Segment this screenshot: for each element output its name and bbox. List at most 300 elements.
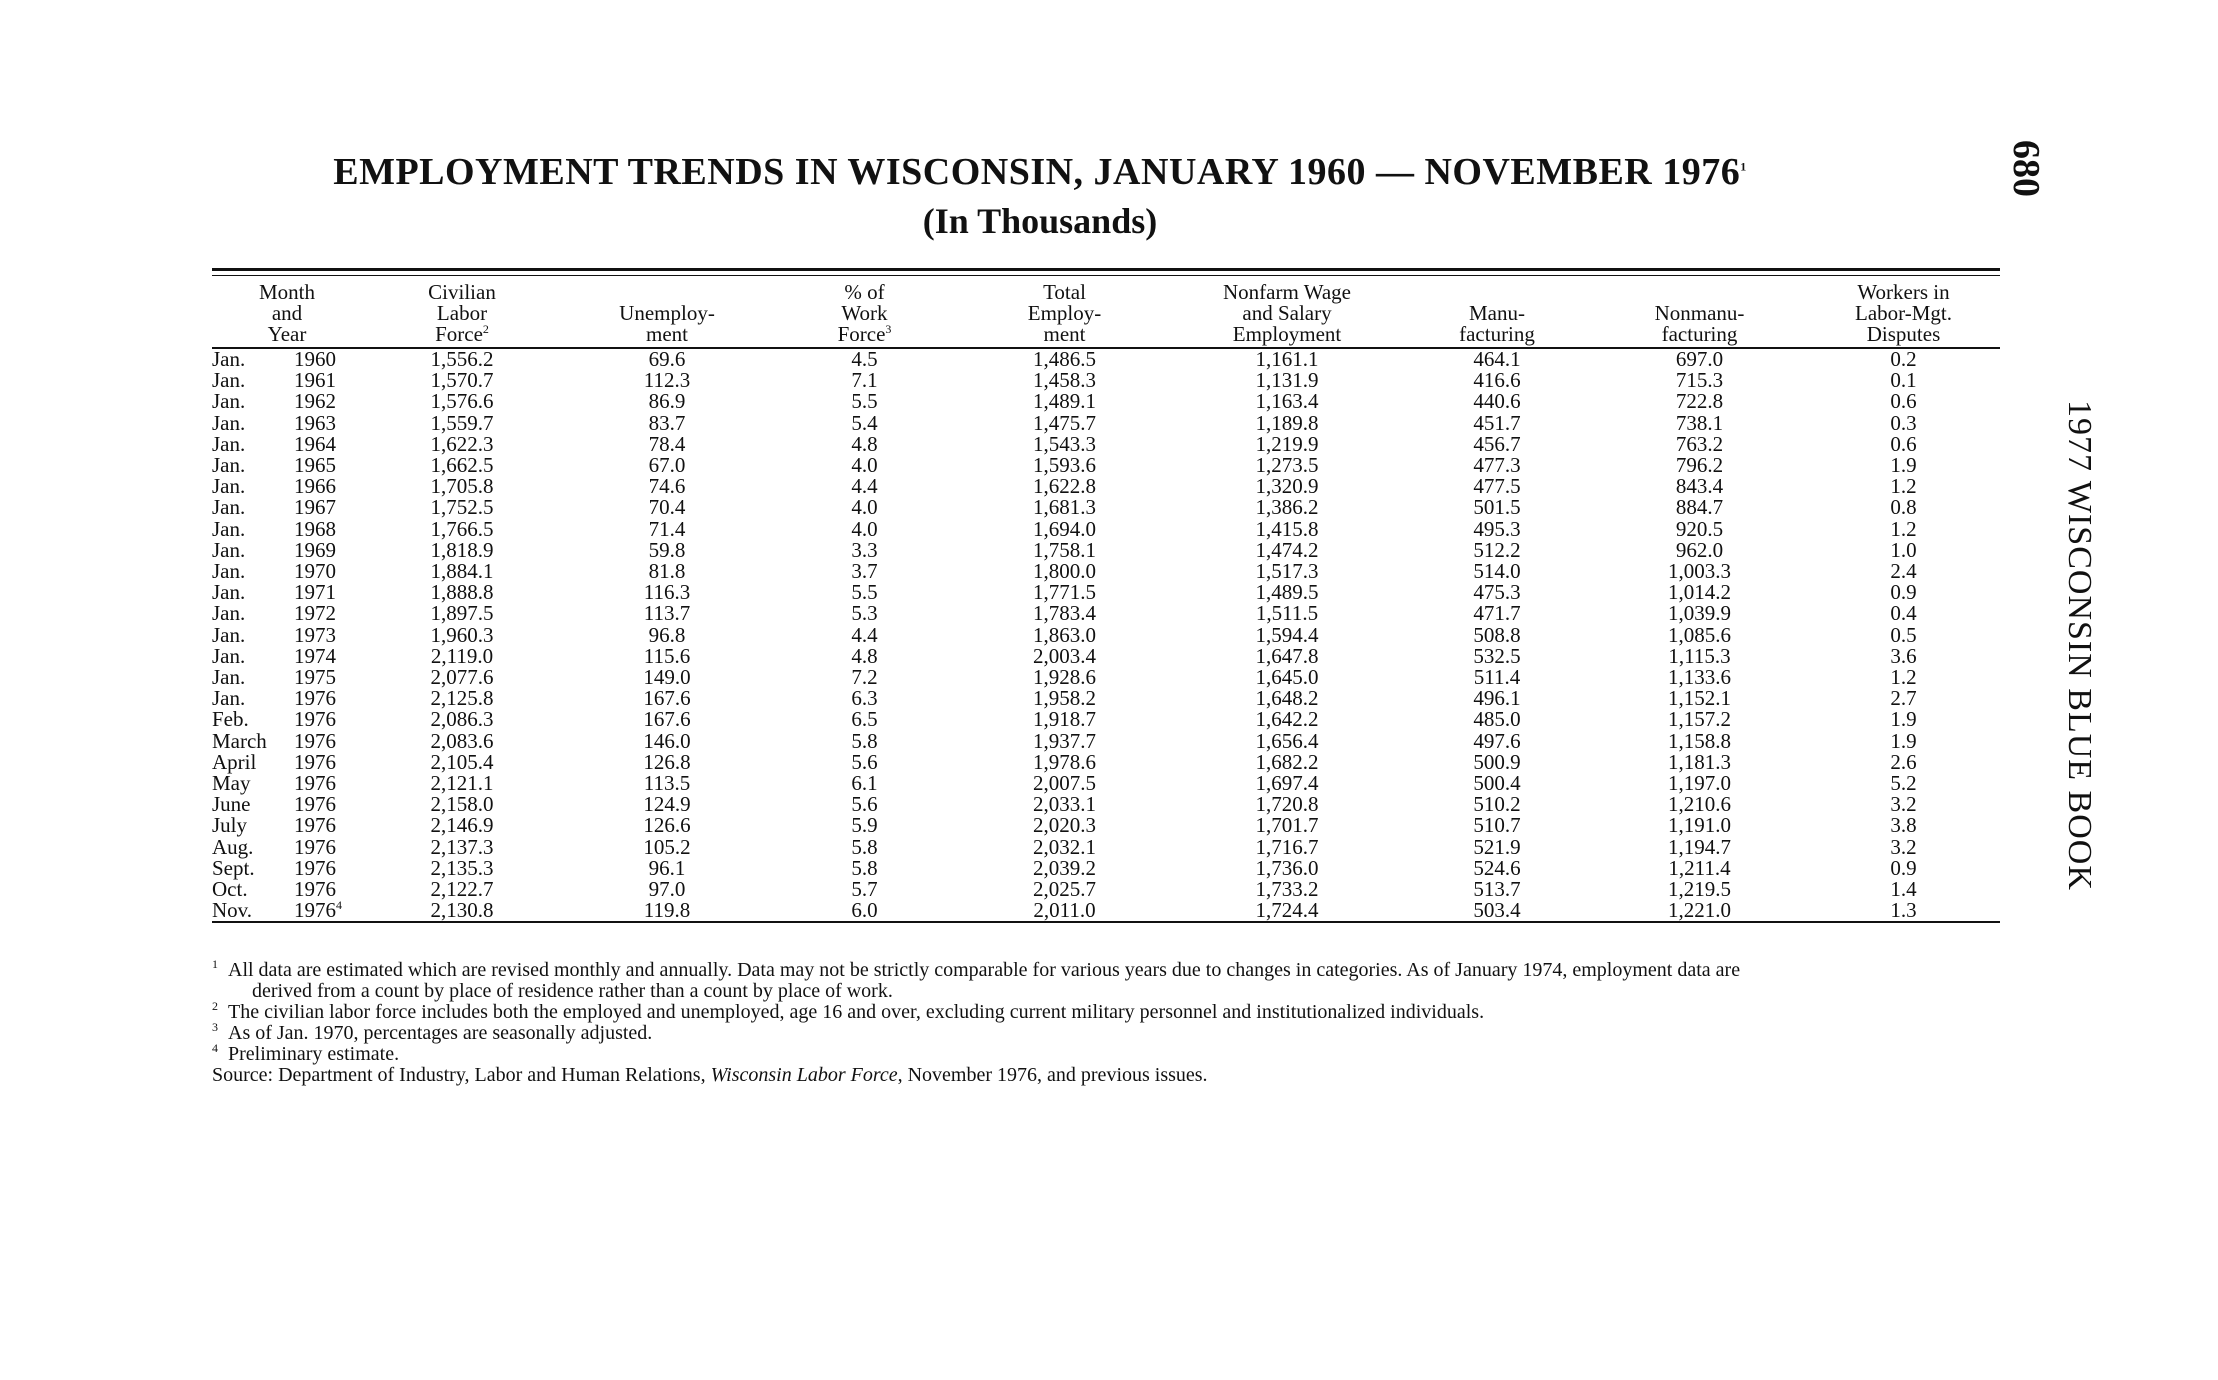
- cell-disputes: 1.9: [1890, 453, 1917, 478]
- column-header-line: Civilian: [428, 280, 496, 304]
- year-label: 1976: [294, 771, 336, 796]
- cell-manufacturing: 495.3: [1473, 516, 1521, 541]
- cell-total-employment: 2,032.1: [1033, 834, 1096, 859]
- month-year-cell: [212, 728, 362, 753]
- cell-civilian-labor-force: 1,888.8: [430, 580, 494, 605]
- year-footnote-mark: 4: [336, 898, 342, 913]
- month-year-cell: [212, 497, 362, 518]
- title-footnote-mark: 1: [1740, 159, 1747, 174]
- column-header-footnote-mark: 3: [885, 322, 892, 336]
- cell-pct-work-force: 4.0: [851, 495, 878, 520]
- month-year-cell: [212, 667, 362, 688]
- cell-total-employment: 2,033.1: [1033, 792, 1096, 817]
- cell-unemployment: 86.9: [648, 389, 686, 414]
- column-header: [362, 276, 562, 348]
- cell-total-employment: 1,489.1: [1033, 389, 1096, 414]
- cell-pct-work-force: 6.3: [851, 686, 878, 711]
- cell-nonmanufacturing: 843.4: [1675, 474, 1724, 499]
- month-year-cell: [212, 855, 362, 880]
- cell-unemployment: 167.6: [643, 686, 691, 711]
- cell-manufacturing: 456.7: [1473, 431, 1521, 456]
- cell-nonmanufacturing: 738.1: [1675, 410, 1724, 435]
- cell-manufacturing: 510.2: [1473, 792, 1521, 817]
- cell-disputes: 0.1: [1890, 368, 1917, 393]
- cell-nonfarm: 1,647.8: [1255, 643, 1319, 668]
- cell-manufacturing: 524.6: [1473, 855, 1521, 880]
- month-year-cell: [212, 688, 362, 709]
- cell-civilian-labor-force: 1,884.1: [430, 559, 494, 584]
- month-label: March: [212, 728, 267, 753]
- month-year-cell: [212, 879, 362, 900]
- cell-manufacturing: 514.0: [1473, 559, 1521, 584]
- year-label: 1976: [294, 877, 336, 902]
- cell-civilian-labor-force: 2,083.6: [430, 728, 494, 753]
- cell-unemployment: 81.8: [648, 559, 686, 584]
- cell-civilian-labor-force: 1,576.6: [430, 389, 494, 414]
- table-row: [212, 837, 2000, 858]
- cell-nonmanufacturing: 1,133.6: [1668, 665, 1731, 690]
- month-label: Jan.: [212, 453, 246, 478]
- footnote: [212, 957, 2012, 981]
- cell-disputes: 1.9: [1890, 728, 1917, 753]
- cell-pct-work-force: 4.4: [851, 474, 878, 499]
- year-label: 1965: [294, 453, 336, 478]
- cell-nonfarm: 1,511.5: [1255, 601, 1319, 626]
- cell-nonfarm: 1,716.7: [1255, 834, 1319, 859]
- cell-total-employment: 1,937.7: [1033, 728, 1096, 753]
- cell-nonmanufacturing: 1,152.1: [1668, 686, 1731, 711]
- cell-nonmanufacturing: 1,014.2: [1668, 580, 1731, 605]
- cell-civilian-labor-force: 2,130.8: [430, 898, 494, 923]
- cell-nonmanufacturing: 1,191.0: [1668, 813, 1731, 838]
- cell-total-employment: 1,958.2: [1033, 686, 1096, 711]
- cell-disputes: 0.6: [1890, 431, 1917, 456]
- cell-disputes: 1.4: [1890, 877, 1917, 902]
- footnote-list: [212, 957, 2012, 1065]
- cell-total-employment: 1,918.7: [1033, 707, 1096, 732]
- cell-nonmanufacturing: 715.3: [1675, 368, 1724, 393]
- month-label: Jan.: [212, 622, 246, 647]
- cell-nonfarm: 1,697.4: [1255, 771, 1319, 796]
- cell-nonfarm: 1,642.2: [1255, 707, 1319, 732]
- year-label: 1960: [294, 347, 336, 371]
- cell-civilian-labor-force: 2,125.8: [430, 686, 494, 711]
- cell-disputes: 2.4: [1890, 559, 1917, 584]
- year-label: 1976: [294, 813, 336, 838]
- cell-disputes: 5.2: [1890, 771, 1917, 796]
- cell-total-employment: 2,025.7: [1033, 877, 1096, 902]
- footnote-text: The civilian labor force includes both the employed and unemployed, age 16 and over, excluding current military personnel and institutionalized individuals.: [228, 1001, 1485, 1023]
- cell-disputes: 0.8: [1890, 495, 1917, 520]
- cell-manufacturing: 503.4: [1473, 898, 1521, 923]
- month-year-cell: [212, 391, 362, 412]
- cell-nonfarm: 1,720.8: [1255, 792, 1319, 817]
- column-header: [1807, 276, 2000, 348]
- cell-unemployment: 96.8: [648, 622, 686, 647]
- cell-manufacturing: 532.5: [1473, 643, 1521, 668]
- cell-disputes: 1.2: [1890, 516, 1917, 541]
- cell-pct-work-force: 4.8: [851, 431, 878, 456]
- year-label: 1964: [294, 431, 336, 456]
- cell-pct-work-force: 4.4: [851, 622, 878, 647]
- cell-unemployment: 78.4: [648, 431, 686, 456]
- cell-pct-work-force: 5.9: [851, 813, 878, 838]
- cell-civilian-labor-force: 1,897.5: [430, 601, 494, 626]
- column-header-footnote-mark: 2: [482, 322, 489, 336]
- cell-pct-work-force: 4.0: [851, 516, 878, 541]
- cell-disputes: 3.2: [1890, 792, 1917, 817]
- month-year-cell: [212, 622, 362, 647]
- cell-nonfarm: 1,189.8: [1255, 410, 1319, 435]
- cell-civilian-labor-force: 1,705.8: [430, 474, 494, 499]
- year-label: 1976: [294, 707, 336, 732]
- cell-disputes: 3.6: [1890, 643, 1917, 668]
- footnote-mark: 1: [212, 957, 218, 971]
- cell-nonfarm: 1,131.9: [1255, 368, 1319, 393]
- cell-total-employment: 2,007.5: [1033, 771, 1096, 796]
- year-label: 1961: [294, 368, 336, 393]
- footnote: [212, 999, 2012, 1023]
- cell-pct-work-force: 5.4: [851, 410, 878, 435]
- cell-pct-work-force: 5.3: [851, 601, 878, 626]
- footnote-mark: 4: [212, 1041, 218, 1055]
- month-year-cell: [212, 561, 362, 582]
- cell-total-employment: 1,783.4: [1033, 601, 1096, 626]
- cell-nonmanufacturing: 1,219.5: [1668, 877, 1731, 902]
- column-header-line: Disputes: [1866, 322, 1941, 346]
- month-label: Nov.: [212, 898, 253, 923]
- column-header-line: Force$^2$: [435, 322, 489, 346]
- month-year-cell: [212, 370, 362, 391]
- cell-total-employment: 1,543.3: [1033, 431, 1096, 456]
- cell-pct-work-force: 7.2: [851, 665, 878, 690]
- table-row: [212, 434, 2000, 455]
- column-header-line: Nonmanu-: [1654, 301, 1745, 325]
- cell-total-employment: 1,863.0: [1033, 622, 1096, 647]
- table-row: [212, 752, 2000, 773]
- cell-total-employment: 1,681.3: [1033, 495, 1096, 520]
- cell-civilian-labor-force: 2,146.9: [430, 813, 494, 838]
- month-label: April: [212, 749, 257, 774]
- employment-table: [212, 276, 2000, 923]
- column-header-line: ment: [1043, 322, 1086, 346]
- cell-nonmanufacturing: 884.7: [1675, 495, 1724, 520]
- cell-nonfarm: 1,645.0: [1255, 665, 1319, 690]
- cell-pct-work-force: 5.7: [851, 877, 878, 902]
- table-row: [212, 879, 2000, 900]
- cell-unemployment: 83.7: [648, 410, 686, 435]
- year-label: 1969: [294, 537, 336, 562]
- month-year-cell: [212, 749, 362, 774]
- cell-nonmanufacturing: 1,221.0: [1668, 898, 1731, 923]
- cell-manufacturing: 485.0: [1473, 707, 1521, 732]
- cell-total-employment: 1,928.6: [1033, 665, 1096, 690]
- table-row: [212, 667, 2000, 688]
- cell-nonmanufacturing: 1,157.2: [1668, 707, 1731, 732]
- cell-pct-work-force: 4.0: [851, 453, 878, 478]
- month-label: June: [212, 792, 251, 817]
- cell-pct-work-force: 6.1: [851, 771, 878, 796]
- cell-manufacturing: 513.7: [1473, 877, 1521, 902]
- column-header: [212, 276, 362, 348]
- cell-unemployment: 67.0: [648, 453, 686, 478]
- cell-nonfarm: 1,386.2: [1255, 495, 1319, 520]
- cell-manufacturing: 477.5: [1473, 474, 1521, 499]
- month-year-cell: [212, 900, 362, 922]
- cell-nonmanufacturing: 962.0: [1675, 537, 1724, 562]
- cell-total-employment: 2,011.0: [1033, 898, 1096, 923]
- month-year-cell: [212, 582, 362, 603]
- table-row: [212, 582, 2000, 603]
- table-row: [212, 519, 2000, 540]
- footnote-text: Preliminary estimate.: [228, 1043, 400, 1065]
- year-label: 1976: [294, 792, 336, 817]
- source-line: [212, 1065, 2012, 1086]
- running-header: 1977 WISCONSIN BLUE BOOK: [2061, 400, 2098, 891]
- year-label: 1966: [294, 474, 336, 499]
- cell-unemployment: 119.8: [643, 898, 691, 923]
- column-header-line: and: [271, 301, 303, 325]
- source-suffix: , November 1976, and previous issues.: [897, 1064, 1208, 1086]
- table-row: [212, 794, 2000, 815]
- month-label: Jan.: [212, 516, 246, 541]
- table-row: [212, 773, 2000, 794]
- cell-civilian-labor-force: 1,622.3: [430, 431, 494, 456]
- cell-unemployment: 113.5: [643, 771, 691, 796]
- column-header-line: Employment: [1232, 322, 1342, 346]
- cell-manufacturing: 511.4: [1473, 665, 1521, 690]
- month-year-cell: [212, 410, 362, 435]
- cell-nonfarm: 1,219.9: [1255, 431, 1319, 456]
- cell-disputes: 1.3: [1890, 898, 1917, 923]
- cell-disputes: 3.2: [1890, 834, 1917, 859]
- cell-nonmanufacturing: 1,085.6: [1668, 622, 1731, 647]
- table-row: [212, 688, 2000, 709]
- column-header-line: Labor-Mgt.: [1855, 301, 1952, 325]
- month-label: Jan.: [212, 665, 246, 690]
- cell-nonmanufacturing: 763.2: [1675, 431, 1724, 456]
- cell-civilian-labor-force: 1,570.7: [430, 368, 494, 393]
- cell-unemployment: 113.7: [643, 601, 691, 626]
- month-label: Sept.: [212, 855, 255, 880]
- month-label: Jan.: [212, 474, 246, 499]
- cell-civilian-labor-force: 1,556.2: [430, 347, 494, 371]
- cell-disputes: 0.9: [1890, 855, 1917, 880]
- month-year-cell: [212, 537, 362, 562]
- cell-civilian-labor-force: 2,122.7: [430, 877, 494, 902]
- year-label: 1976: [294, 898, 336, 923]
- cell-unemployment: 167.6: [643, 707, 691, 732]
- month-year-cell: [212, 834, 362, 859]
- table-row: [212, 561, 2000, 582]
- cell-disputes: 0.9: [1890, 580, 1917, 605]
- cell-manufacturing: 512.2: [1473, 537, 1521, 562]
- table-row: [212, 476, 2000, 497]
- cell-civilian-labor-force: 1,662.5: [430, 453, 494, 478]
- cell-unemployment: 97.0: [648, 877, 686, 902]
- column-header-line: Nonfarm Wage: [1223, 280, 1351, 304]
- year-label: 1972: [294, 601, 336, 626]
- cell-nonfarm: 1,320.9: [1255, 474, 1319, 499]
- table-row: [212, 815, 2000, 836]
- month-label: Jan.: [212, 368, 246, 393]
- cell-civilian-labor-force: 1,752.5: [430, 495, 494, 520]
- cell-nonmanufacturing: 1,158.8: [1668, 728, 1731, 753]
- footnote-text: All data are estimated which are revised monthly and annually. Data may not be strictly comparable for various years due to changes in categories. As of January 1974, employment data are: [228, 959, 1741, 981]
- column-header: [957, 276, 1172, 348]
- cell-pct-work-force: 4.8: [851, 643, 878, 668]
- cell-pct-work-force: 4.5: [851, 347, 878, 371]
- footnote: [212, 1041, 2012, 1065]
- cell-manufacturing: 500.9: [1473, 749, 1521, 774]
- cell-unemployment: 126.6: [643, 813, 691, 838]
- year-label: 1973: [294, 622, 336, 647]
- month-label: Jan.: [212, 686, 246, 711]
- cell-manufacturing: 521.9: [1473, 834, 1521, 859]
- month-year-cell: [212, 476, 362, 497]
- column-header-line: and Salary: [1242, 301, 1332, 325]
- table-top-rule: [212, 268, 2000, 271]
- page-number: 680: [2005, 140, 2047, 197]
- month-label: Jan.: [212, 389, 246, 414]
- month-label: Feb.: [212, 707, 249, 732]
- cell-disputes: 0.3: [1890, 410, 1917, 435]
- year-label: 1962: [294, 389, 336, 414]
- month-label: Jan.: [212, 410, 246, 435]
- cell-unemployment: 59.8: [648, 537, 686, 562]
- cell-pct-work-force: 5.6: [851, 792, 878, 817]
- footnote-mark: 3: [212, 1020, 218, 1034]
- footnote-mark: 2: [212, 999, 218, 1013]
- table-row: [212, 455, 2000, 476]
- cell-pct-work-force: 3.3: [851, 537, 878, 562]
- cell-total-employment: 1,771.5: [1033, 580, 1096, 605]
- cell-nonfarm: 1,682.2: [1255, 749, 1319, 774]
- cell-nonfarm: 1,736.0: [1255, 855, 1319, 880]
- cell-nonmanufacturing: 1,181.3: [1668, 749, 1731, 774]
- cell-total-employment: 2,039.2: [1033, 855, 1096, 880]
- cell-nonmanufacturing: 1,115.3: [1668, 643, 1731, 668]
- cell-disputes: 3.8: [1890, 813, 1917, 838]
- year-label: 1967: [294, 495, 336, 520]
- cell-civilian-labor-force: 2,135.3: [430, 855, 494, 880]
- cell-manufacturing: 508.8: [1473, 622, 1521, 647]
- column-header-line: Unemploy-: [619, 301, 715, 325]
- cell-pct-work-force: 5.8: [851, 855, 878, 880]
- cell-civilian-labor-force: 2,119.0: [430, 643, 494, 668]
- cell-total-employment: 2,003.4: [1033, 643, 1096, 668]
- column-header-line: facturing: [1661, 322, 1738, 346]
- cell-unemployment: 112.3: [643, 368, 691, 393]
- month-year-cell: [212, 815, 362, 836]
- year-label: 1968: [294, 516, 336, 541]
- table-row: [212, 731, 2000, 752]
- cell-nonmanufacturing: 697.0: [1675, 347, 1724, 371]
- cell-manufacturing: 451.7: [1473, 410, 1521, 435]
- cell-nonmanufacturing: 722.8: [1675, 389, 1724, 414]
- column-header-line: Total: [1043, 280, 1086, 304]
- year-label: 1976: [294, 834, 336, 859]
- year-label: 1976: [294, 728, 336, 753]
- table-row: [212, 625, 2000, 646]
- cell-total-employment: 1,978.6: [1033, 749, 1096, 774]
- column-header: [1402, 276, 1592, 348]
- cell-nonfarm: 1,724.4: [1255, 898, 1319, 923]
- cell-disputes: 0.5: [1890, 622, 1917, 647]
- cell-disputes: 1.0: [1890, 537, 1917, 562]
- cell-nonfarm: 1,701.7: [1255, 813, 1319, 838]
- cell-civilian-labor-force: 2,137.3: [430, 834, 494, 859]
- cell-total-employment: 1,458.3: [1033, 368, 1096, 393]
- column-header-line: Employ-: [1027, 301, 1102, 325]
- year-label: 1974: [294, 643, 336, 668]
- cell-pct-work-force: 5.5: [851, 389, 878, 414]
- cell-unemployment: 146.0: [643, 728, 691, 753]
- table-header-row: [212, 276, 2000, 348]
- month-label: Jan.: [212, 559, 246, 584]
- month-label: Jan.: [212, 495, 246, 520]
- column-header-line: Labor: [436, 301, 488, 325]
- cell-pct-work-force: 5.8: [851, 728, 878, 753]
- cell-nonfarm: 1,161.1: [1255, 347, 1319, 371]
- cell-nonmanufacturing: 1,194.7: [1668, 834, 1731, 859]
- cell-nonfarm: 1,474.2: [1255, 537, 1319, 562]
- page-subtitle: (In Thousands): [922, 201, 1158, 241]
- month-year-cell: [212, 643, 362, 668]
- source-prefix: Source: Department of Industry, Labor and Human Relations,: [212, 1064, 711, 1086]
- cell-nonmanufacturing: 1,003.3: [1668, 559, 1731, 584]
- month-label: Jan.: [212, 580, 246, 605]
- cell-total-employment: 1,800.0: [1033, 559, 1096, 584]
- month-label: Jan.: [212, 601, 246, 626]
- cell-manufacturing: 475.3: [1473, 580, 1521, 605]
- cell-pct-work-force: 6.0: [851, 898, 878, 923]
- cell-civilian-labor-force: 2,077.6: [430, 665, 494, 690]
- cell-nonfarm: 1,648.2: [1255, 686, 1319, 711]
- column-header-line: Manu-: [1469, 301, 1525, 325]
- table-row: [212, 497, 2000, 518]
- table-row: [212, 370, 2000, 391]
- cell-nonmanufacturing: 1,039.9: [1668, 601, 1731, 626]
- footnote-continuation: derived from a count by place of residence rather than a count by place of work.: [252, 980, 893, 1002]
- cell-nonfarm: 1,517.3: [1255, 559, 1319, 584]
- cell-disputes: 1.2: [1890, 665, 1917, 690]
- cell-unemployment: 71.4: [648, 516, 686, 541]
- table-row: [212, 646, 2000, 667]
- month-year-cell: [212, 455, 362, 476]
- month-label: July: [212, 813, 248, 838]
- cell-disputes: 1.9: [1890, 707, 1917, 732]
- cell-total-employment: 1,486.5: [1033, 347, 1096, 371]
- cell-disputes: 1.2: [1890, 474, 1917, 499]
- cell-civilian-labor-force: 2,105.4: [430, 749, 494, 774]
- table-row: [212, 858, 2000, 879]
- column-header-line: % of: [844, 280, 885, 304]
- month-year-cell: [212, 603, 362, 624]
- year-label: 1975: [294, 665, 336, 690]
- cell-manufacturing: 496.1: [1473, 686, 1521, 711]
- cell-civilian-labor-force: 2,121.1: [430, 771, 494, 796]
- cell-nonmanufacturing: 1,197.0: [1668, 771, 1731, 796]
- cell-civilian-labor-force: 1,559.7: [430, 410, 494, 435]
- month-label: Jan.: [212, 643, 246, 668]
- cell-unemployment: 69.6: [648, 347, 686, 371]
- cell-nonmanufacturing: 920.5: [1675, 516, 1724, 541]
- cell-civilian-labor-force: 1,960.3: [430, 622, 494, 647]
- table-body: [212, 348, 2000, 922]
- cell-unemployment: 115.6: [643, 643, 691, 668]
- year-label: 1976: [294, 686, 336, 711]
